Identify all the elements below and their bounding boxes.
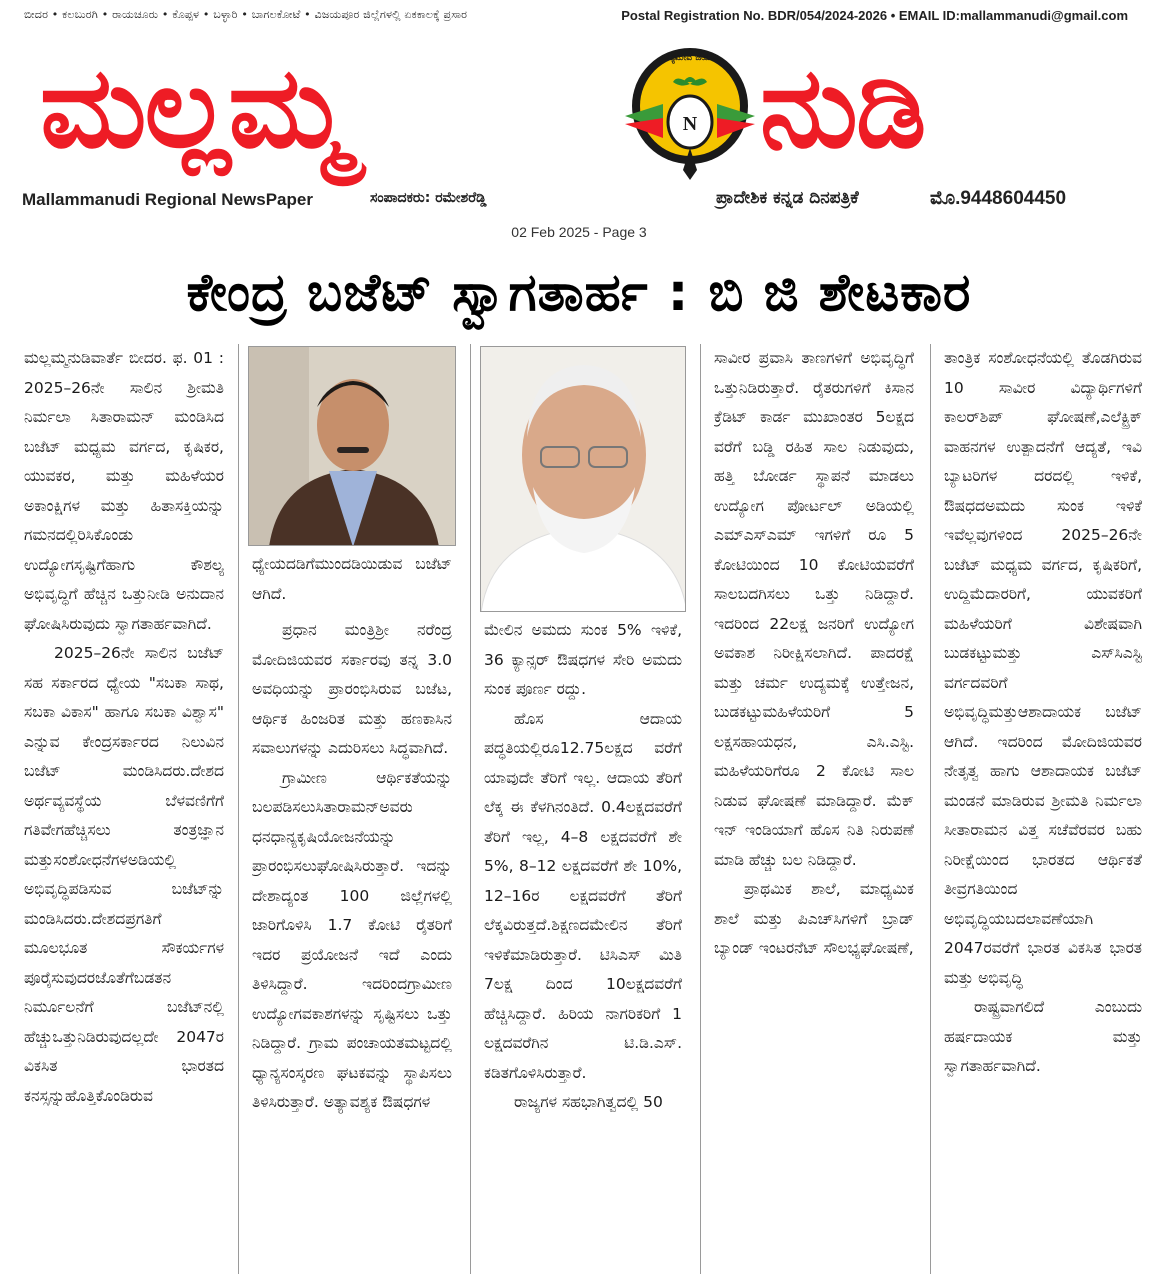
- paragraph: ಸಾವೀರ ಪ್ರವಾಸಿ ತಾಣಗಳಿಗೆ ಅಭಿವೃದ್ಧಿಗೆ ಒತ್ತುನಿಡಿರುತ್ತಾರೆ. ರೈತರುಗಳಿಗೆ ಕಿಸಾನ ಕ್ರೆಡಿಟ್ ಕಾರ್ಡ ಮುಖಾಂತರ 5ಲಕ್ಷದ ವರೆಗೆ ಬಡ್ಡಿ ರಹಿತ ಸಾಲ ನಿಡುವುದು, ಹತ್ತಿ ಬೋರ್ಡ ಸ್ಥಾಪನೆ ಮಾಡಲು ಉದ್ಯೋಗ ಪೋರ್ಟಲ್ ಅಡಿಯಲ್ಲಿ ಎಮ್‌ಎಸ್‌ಎಮ್‌ ಇಗಳಿಗೆ ರೂ 5 ಕೋಟಿಯಿಂದ 10 ಕೋಟಿಯವರೆಗೆ ಸಾಲಬದಗಿಸಲು ಒತ್ತು ನಿಡಿದ್ದಾರೆ. ಇದರಿಂದ 22ಲಕ್ಷ ಜನರಿಗೆ ಉದ್ಯೋಗ ಅವಕಾಶ ನಿರೀಕ್ಷಿಸಲಾಗಿದೆ. ಪಾದರಕ್ಷೆ ಮತ್ತು ಚರ್ಮ ಉದ್ಯಮಕ್ಕೆ ಉತ್ತೇಜನ, ಬುಡಕಟ್ಟುಮಹಿಳೆಯರಿಗೆ 5 ಲಕ್ಷಸಹಾಯಧನ, ಎಸಿ.ಎಸ್ಟಿ. ಮಹಿಳೆಯರಿಗೆರೂ 2 ಕೋಟಿ ಸಾಲ ನಿಡುವ ಘೋಷಣೆ ಮಾಡಿದ್ದಾರೆ. ಮೆಕ್ ಇನ್ ಇಂಡಿಯಾಗೆ ಹೊಸ ನಿತಿ ನಿರುಪಣೆ ಮಾಡಿ ಹೆಚ್ಚು ಬಲ ನಿಡಿದ್ದಾರೆ.: [714, 349, 914, 869]
- newspaper-logo: [615, 38, 765, 188]
- districts-line: ಬೀದರ • ಕಲಬುರಗಿ • ರಾಯಚೂರು • ಕೊಪ್ಪಳ • ಬಳ್ಳಾರಿ • ಬಾಗಲಕೋಟೆ • ವಿಜಯಪೂರ ಜಿಲ್ಲೆಗಳಲ್ಲಿ ಏಕಕಾಲಕ್ಕೆ ಪ್ರಸಾರ: [24, 8, 468, 21]
- top-strip: [24, 6, 1128, 24]
- paragraph: 2025–26ನೇ ಸಾಲಿನ ಬಜೆಟ್ ಸಹ ಸರ್ಕಾರದ ಧ್ಯೇಯ "ಸಬಕಾ ಸಾಥ, ಸಬಕಾ ವಿಕಾಸ" ಹಾಗೂ ಸಬಕಾ ವಿಶ್ವಾಸ" ಎನ್ನುವ ಕೇಂದ್ರಸರ್ಕಾರದ ನಿಲುವಿನ ಬಜೆಟ್ ಮಂಡಿಸಿದರು.ದೇಶದ ಅರ್ಥವ್ಯವಸ್ಥೆಯ ಬೆಳವಣಿಗೆಗೆ ಗತಿವೇಗಹೆಚ್ಚಿಸಲು ತಂತ್ರಜ್ಞಾನ ಮತ್ತುಸಂಶೋಧನೆಗಳಅಡಿಯಲ್ಲಿ ಅಭಿವೃದ್ಧಿಪಡಿಸುವ ಬಜೆಟ್‌ನ್ನು ಮಂಡಿಸಿದರು.ದೇಶದಪ್ರಗತಿಗೆ ಮೂಲಭೂತ ಸೌಕರ್ಯಗಳ ಪೂರೈಸುವುದರಜೊತೆಗೆಬಡತನ ನಿರ್ಮೂಲನೆಗೆ ಬಜೆಟ್‌ನಲ್ಲಿ ಹೆಚ್ಚುಒತ್ತುನಿಡಿರುವುದಲ್ಲದೇ 2047ರ ವಿಕಸಿತ ಭಾರತದ ಕನಸ್ಸನ್ನುಹೊತ್ತಿಕೊಂಡಿರುವ: [24, 644, 224, 1105]
- dateline: 02 Feb 2025 - Page 3: [511, 224, 647, 240]
- article-column-5: [944, 344, 1142, 1280]
- article-column-2: [252, 616, 452, 1280]
- portrait-image-2: [481, 347, 686, 612]
- paragraph: ರಾಷ್ಟ್ರವಾಗಲಿದೆ ಎಂಬುದು ಹರ್ಷದಾಯಕ ಮತ್ತು ಸ್ವಾಗತಾರ್ಹವಾಗಿದೆ.: [944, 998, 1142, 1075]
- registration-line: Postal Registration No. BDR/054/2024-2026 • EMAIL ID:mallammanudi@gmail.com: [621, 7, 1128, 23]
- column-divider: [700, 344, 701, 1274]
- tagline: ಪ್ರಾದೇಶಿಕ ಕನ್ನಡ ದಿನಪತ್ರಿಕೆ: [716, 188, 859, 208]
- logo-motto: ಸತ್ಯಮೇವ ಜಯತೆ: [663, 53, 717, 63]
- masthead-title-right: ನುಡಿ: [760, 43, 925, 173]
- article-column-4: [714, 344, 914, 1280]
- paragraph: ಮಲ್ಲಮ್ಮನುಡಿವಾರ್ತೆ ಬೀದರ. ಫ. 01 : 2025–26ನೇ ಸಾಲಿನ ಶ್ರೀಮತಿ ನಿರ್ಮಲಾ ಸಿತಾರಾಮನ್ ಮಂಡಿಸಿದ ಬಜೆಟ್ ಮಧ್ಯಮ ವರ್ಗದ, ಕೃಷಿಕರ, ಯುವಕರ, ಮತ್ತು ಮಹಿಳೆಯರ ಅಕಾಂಕ್ಷಿಗಳ ಮತ್ತು ಹಿತಾಸಕ್ತಿಯನ್ನು ಗಮನದಲ್ಲಿರಿಸಿಕೊಂಡು ಉದ್ಯೋಗಸೃಷ್ಟಿಗೆಹಾಗು ಕೌಶಲ್ಯ ಅಭಿವೃದ್ಧಿಗೆ ಹೆಚ್ಚಿನ ಒತ್ತುನೀಡಿ ಅನುದಾನ ಘೋಷಿಸಿರುವುದು ಸ್ವಾಗತಾರ್ಹವಾಗಿದೆ.: [24, 349, 224, 633]
- article-column-2-top: [252, 550, 452, 610]
- headline: ಕೇಂದ್ರ ಬಜೆಟ್ ಸ್ವಾಗತಾರ್ಹ : ಬಿ ಜಿ ಶೇಟಕಾರ: [186, 263, 972, 323]
- masthead-title-left: ಮಲ್ಲಮ್ಮ: [40, 43, 349, 173]
- paragraph: ಪ್ರಾಥಮಿಕ ಶಾಲೆ, ಮಾಧ್ಯಮಿಕ ಶಾಲೆ ಮತ್ತು ಪಿಎಚ್‌ಸಿಗಳಿಗೆ ಬ್ರಾಡ್ ಬ್ಯಾಂಡ್ ಇಂಟರನೆಟ್ ಸೌಲಭ್ಯಘೋಷಣೆ,: [714, 880, 914, 957]
- paragraph: ತಾಂತ್ರಿಕ ಸಂಶೋಧನೆಯಲ್ಲಿ ತೊಡಗಿರುವ 10 ಸಾವೀರ ವಿದ್ಯಾರ್ಥಿಗಳಿಗೆ ಕಾಲರ್‌ಶಿಪ್ ಘೋಷಣೆ,ಎಲೆಕ್ಟ್ರಿಕ್ ವಾಹನಗಳ ಉತ್ಪಾದನೆಗೆ ಆದ್ಯತೆ, ಇವಿ ಬ್ಯಾಟರಿಗಳ ದರದಲ್ಲಿ ಇಳಿಕೆ, ಔಷಧದಅಮದು ಸುಂಕ ಇಳಿಕೆ ಇವೆಲ್ಲವುಗಳಿಂದ 2025–26ನೇ ಬಜೆಟ್ ಮಧ್ಯಮ ವರ್ಗದ, ಕೃಷಿಕರಿಗೆ, ಉದ್ದಿಮೆದಾರರಿಗೆ, ಯುವಕರಿಗೆ ಮಹಿಳೆಯರಿಗೆ ವಿಶೇಷವಾಗಿ ಬುಡಕಟ್ಟುಮತ್ತು ಎಸ್‌ಸಿಎಸ್ಟಿ ವರ್ಗದವರಿಗೆ ಅಭಿವೃದ್ಧಿಮತ್ತುಆಶಾದಾಯಕ ಬಜೆಟ್ ಆಗಿದೆ. ಇದರಿಂದ ಮೋದಿಜಿಯವರ ನೇತೃತ್ವ ಹಾಗು ಆಶಾದಾಯಕ ಬಜೆಟ್ ಮಂಡನೆ ಮಾಡಿರುವ ಶ್ರೀಮತಿ ನಿರ್ಮಲಾ ಸೀತಾರಾಮನ ವಿತ್ತ ಸಚೆವೆರವರ ಬಹು ನಿರೀಕ್ಷೆಯಿಂದ ಭಾರತದ ಆರ್ಥಿಕತೆ ತೀವ್ರಗತಿಯಿಂದ ಅಭಿವೃದ್ಧಿಯಬದಲಾವಣೆಯಾಗಿ 2047ರವರೆಗೆ ಭಾರತ ವಿಕಸಿತ ಭಾರತ ಮತ್ತು ಅಭಿವೃದ್ಧಿ: [944, 349, 1142, 987]
- portrait-image-1: [249, 347, 456, 546]
- portrait-photo-2: [480, 346, 686, 612]
- paragraph: ಧ್ಯೇಯದಡಿಗೆಮುಂದಡಿಯಿಡುವ ಬಜೆಟ್ ಆಗಿದೆ.: [252, 555, 452, 603]
- column-divider: [470, 344, 471, 1274]
- logo-letter: N: [682, 113, 698, 135]
- article-column-3: [484, 616, 682, 1280]
- article-column-1: [24, 344, 224, 1280]
- paragraph: ಹೊಸ ಆದಾಯ ಪದ್ಧತಿಯಲ್ಲಿರೂ12.75ಲಕ್ಷದ ವರೆಗೆ ಯಾವುದೇ ತೆರಿಗೆ ಇಲ್ಲ. ಆದಾಯ ತೆರಿಗೆ ಲೆಕ್ಕ ಈ ಕೆಳಗಿನಂತಿದೆ. 0.4ಲಕ್ಷದವರೆಗೆ ತೆರಿಗೆ ಇಲ್ಲ, 4–8 ಲಕ್ಷದವರೆಗೆ ಶೇ 5%, 8–12 ಲಕ್ಷದವರೆಗೆ ಶೇ 10%, 12–16ರ ಲಕ್ಷದವರೆಗೆ ತೆರಿಗೆ ಲೆಕ್ಕವಿರುತ್ತದೆ.ಶಿಕ್ಷಣದಮೇಲಿನ ತೆರಿಗೆ ಇಳಿಕೆಮಾಡಿರುತ್ತಾರೆ. ಟಿಸಿಎಸ್ ಮಿತಿ 7ಲಕ್ಷ ದಿಂದ 10ಲಕ್ಷದವರೆಗೆ ಹೆಚ್ಚಿಸಿದ್ದಾರೆ. ಹಿರಿಯ ನಾಗರಿಕರಿಗೆ 1 ಲಕ್ಷದವರೆಗಿನ ಟಿ.ಡಿ.ಎಸ್. ಕಡಿತಗೊಳಿಸಿರುತ್ತಾರೆ.: [484, 709, 682, 1082]
- masthead: [20, 28, 1140, 203]
- portrait-photo-1: [248, 346, 456, 546]
- column-divider: [930, 344, 931, 1274]
- phone-number: ಮೊ.9448604450: [930, 188, 1067, 209]
- editor-line: ಸಂಪಾದಕರು: ರಮೇಶರೆಡ್ಡಿ: [370, 190, 487, 206]
- paragraph: ಗ್ರಾಮೀಣ ಆರ್ಥಿಕತೆಯನ್ನು ಬಲಪಡಿಸಲುಸಿತಾರಾಮನ್‌ಅವರು ಧನಧಾನ್ಯಕೃಷಿಯೋಜನೆಯನ್ನು ಪ್ರಾರಂಭಿಸಲುಘೋಷಿಸಿರುತ್ತಾರೆ. ಇದನ್ನು ದೇಶಾದ್ಯಂತ 100 ಜಿಲ್ಲೆಗಳಲ್ಲಿ ಜಾರಿಗೊಳಿಸಿ 1.7 ಕೋಟಿ ರೈತರಿಗೆ ಇದರ ಪ್ರಯೋಜನೆ ಇದೆ ಎಂದು ತಿಳಿಸಿದ್ದಾರೆ. ಇದರಿಂದಗ್ರಾಮೀಣ ಉದ್ಯೋಗವಕಾಶಗಳನ್ನು ಸೃಷ್ಟಿಸಲು ಒತ್ತು ನಿಡಿದ್ದಾರೆ. ಗ್ರಾಮ ಪಂಚಾಯತಮಟ್ಟದಲ್ಲಿ ಧ್ಯಾನ್ಯಸಂಸ್ಕರಣ ಘಟಕವನ್ನು ಸ್ಥಾಪಿಸಲು ತಿಳಿಸಿರುತ್ತಾರೆ. ಅತ್ಯಾವಶ್ಯಕ ಔಷಧಗಳ: [252, 768, 452, 1111]
- paragraph: ರಾಜ್ಯಗಳ ಸಹಭಾಗಿತ್ವದಲ್ಲಿ 50: [514, 1093, 663, 1111]
- paragraph: ಮೇಲಿನ ಅಮದು ಸುಂಕ 5% ಇಳಿಕೆ, 36 ಕ್ಯಾನ್ಸರ್ ಔಷಧಗಳ ಸೇರಿ ಅಮದು ಸುಂಕ ಪೂರ್ಣ ರದ್ದು.: [484, 621, 682, 698]
- paragraph: ಪ್ರಧಾನ ಮಂತ್ರಿಶ್ರೀ ನರೆಂದ್ರ ಮೋದಿಜಿಯವರ ಸರ್ಕಾರವು ತನ್ನ 3.0 ಅವಧಿಯನ್ನು ಪ್ರಾರಂಭಿಸಿರುವ ಬಜೆಟ, ಆರ್ಥಿಕ ಹಿಂಜರಿತ ಮತ್ತು ಹಣಕಾಸಿನ ಸವಾಲುಗಳನ್ನು ಎದುರಿಸಲು ಸಿದ್ಧವಾಗಿದೆ.: [252, 621, 452, 757]
- column-divider: [238, 344, 239, 1274]
- english-name: Mallammanudi Regional NewsPaper: [22, 190, 313, 209]
